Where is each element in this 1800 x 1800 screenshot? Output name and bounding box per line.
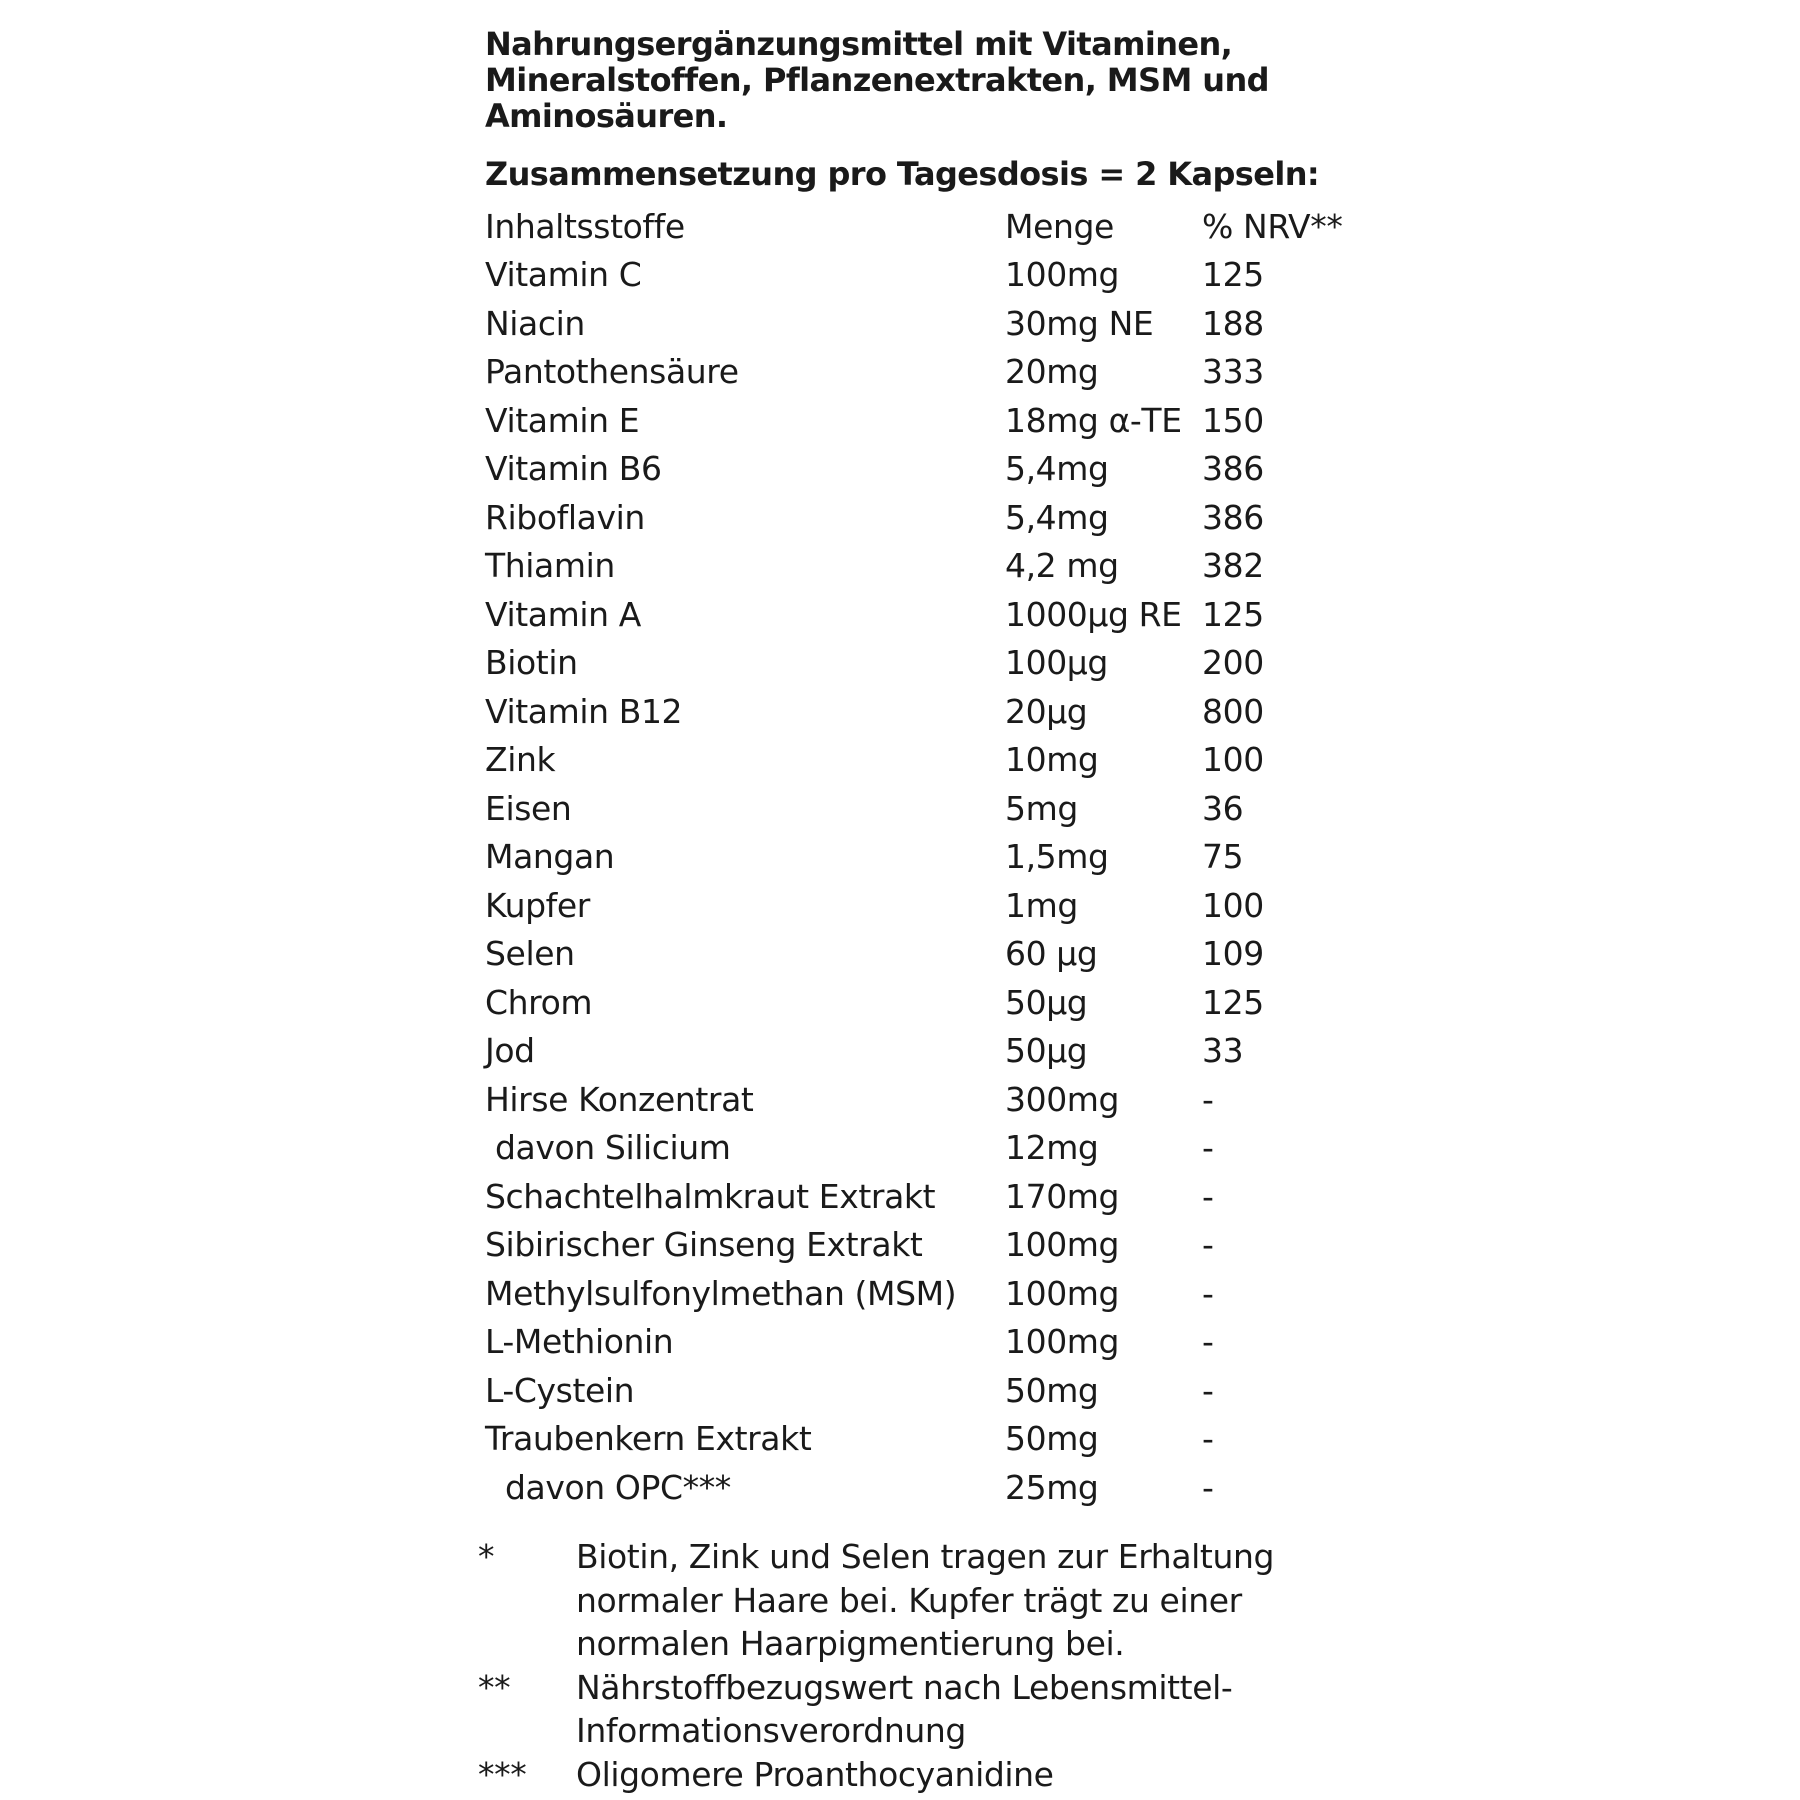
ingredient-nrv: 33 bbox=[1202, 1031, 1244, 1071]
table-row bbox=[485, 833, 1385, 882]
ingredient-amount: 300mg bbox=[1005, 1079, 1120, 1119]
ingredient-nrv: - bbox=[1202, 1273, 1214, 1313]
column-header: % NRV** bbox=[1202, 206, 1343, 246]
ingredient-amount: 25mg bbox=[1005, 1467, 1099, 1507]
table-row bbox=[485, 881, 1385, 930]
ingredient-amount: 5,4mg bbox=[1005, 497, 1109, 537]
ingredient-amount: 100mg bbox=[1005, 1225, 1120, 1265]
ingredient-name: Niacin bbox=[485, 303, 585, 343]
table-row bbox=[485, 1463, 1385, 1512]
ingredient-nrv: 386 bbox=[1202, 497, 1264, 537]
table-row bbox=[485, 978, 1385, 1027]
ingredient-name: davon OPC*** bbox=[505, 1467, 731, 1507]
footnote bbox=[478, 1753, 1378, 1797]
table-row bbox=[485, 542, 1385, 591]
ingredient-nrv: 125 bbox=[1202, 594, 1264, 634]
ingredient-nrv: 125 bbox=[1202, 255, 1264, 295]
footnote-text: Nährstoffbezugswert nach Lebensmittel-Informationsverordnung bbox=[576, 1667, 1233, 1750]
ingredient-name: Selen bbox=[485, 934, 575, 974]
table-row bbox=[485, 639, 1385, 688]
ingredient-name: Biotin bbox=[485, 643, 578, 683]
ingredient-name: Schachtelhalmkraut Extrakt bbox=[485, 1176, 936, 1216]
ingredient-nrv: 188 bbox=[1202, 303, 1264, 343]
ingredient-nrv: 100 bbox=[1202, 885, 1264, 925]
footnote-mark: * bbox=[478, 1537, 495, 1576]
table-row bbox=[485, 1415, 1385, 1464]
ingredient-amount: 170mg bbox=[1005, 1176, 1120, 1216]
ingredient-name: L-Methionin bbox=[485, 1322, 674, 1362]
ingredient-name: Vitamin A bbox=[485, 594, 641, 634]
table-row bbox=[485, 1318, 1385, 1367]
ingredient-amount: 1,5mg bbox=[1005, 837, 1109, 877]
ingredient-nrv: 125 bbox=[1202, 982, 1264, 1022]
ingredient-amount: 20µg bbox=[1005, 691, 1088, 731]
ingredient-name: Vitamin B6 bbox=[485, 449, 662, 489]
footnote-text: Biotin, Zink und Selen tragen zur Erhaltung normaler Haare bei. Kupfer trägt zu einer normalen Haarpigmentierung bei. bbox=[576, 1537, 1275, 1663]
ingredient-amount: 1mg bbox=[1005, 885, 1078, 925]
ingredient-amount: 18mg α-TE bbox=[1005, 400, 1182, 440]
ingredient-amount: 60 µg bbox=[1005, 934, 1098, 974]
ingredient-name: Vitamin C bbox=[485, 255, 642, 295]
ingredient-nrv: - bbox=[1202, 1128, 1214, 1168]
ingredient-amount: 5mg bbox=[1005, 788, 1078, 828]
table-row bbox=[485, 445, 1385, 494]
footnote-mark: ** bbox=[478, 1667, 511, 1707]
ingredients-table bbox=[485, 202, 1385, 1512]
ingredient-amount: 30mg NE bbox=[1005, 303, 1154, 343]
ingredient-nrv: 36 bbox=[1202, 788, 1244, 828]
ingredient-amount: 100mg bbox=[1005, 255, 1120, 295]
table-row bbox=[485, 251, 1385, 300]
ingredient-name: Zink bbox=[485, 740, 556, 780]
product-description: Nahrungsergänzungsmittel mit Vitaminen, Mineralstoffen, Pflanzenextrakten, MSM und Aminosäuren. bbox=[485, 25, 1269, 135]
table-row bbox=[485, 299, 1385, 348]
ingredient-nrv: 386 bbox=[1202, 449, 1264, 489]
ingredient-nrv: 382 bbox=[1202, 546, 1264, 586]
column-header: Inhaltsstoffe bbox=[485, 206, 685, 246]
ingredient-amount: 10mg bbox=[1005, 740, 1099, 780]
ingredient-nrv: - bbox=[1202, 1079, 1214, 1119]
ingredient-amount: 50mg bbox=[1005, 1419, 1099, 1459]
footnote-text: Oligomere Proanthocyanidine bbox=[576, 1754, 1054, 1794]
table-row bbox=[485, 1366, 1385, 1415]
table-row bbox=[485, 930, 1385, 979]
table-row bbox=[485, 1221, 1385, 1270]
ingredient-name: Pantothensäure bbox=[485, 352, 739, 392]
ingredient-name: Eisen bbox=[485, 788, 572, 828]
ingredient-name: Hirse Konzentrat bbox=[485, 1079, 754, 1119]
footnote bbox=[478, 1535, 1378, 1666]
ingredient-name: Chrom bbox=[485, 982, 593, 1022]
ingredient-name: Jod bbox=[485, 1031, 535, 1071]
ingredient-nrv: 109 bbox=[1202, 934, 1264, 974]
table-header bbox=[485, 202, 1385, 251]
table-row bbox=[485, 1075, 1385, 1124]
table-row bbox=[485, 1172, 1385, 1221]
table-row bbox=[485, 396, 1385, 445]
ingredient-amount: 4,2 mg bbox=[1005, 546, 1119, 586]
ingredient-name: Sibirischer Ginseng Extrakt bbox=[485, 1225, 923, 1265]
ingredient-nrv: 150 bbox=[1202, 400, 1264, 440]
table-row bbox=[485, 1027, 1385, 1076]
ingredient-nrv: - bbox=[1202, 1322, 1214, 1362]
ingredient-amount: 50µg bbox=[1005, 982, 1088, 1022]
ingredient-amount: 50mg bbox=[1005, 1370, 1099, 1410]
ingredient-amount: 5,4mg bbox=[1005, 449, 1109, 489]
table-row bbox=[485, 736, 1385, 785]
table-row bbox=[485, 493, 1385, 542]
ingredient-amount: 12mg bbox=[1005, 1128, 1099, 1168]
supplement-label bbox=[485, 26, 1385, 1512]
ingredient-name: Vitamin B12 bbox=[485, 691, 683, 731]
table-row bbox=[485, 784, 1385, 833]
ingredient-name: davon Silicium bbox=[495, 1128, 731, 1168]
footnote-mark: *** bbox=[478, 1754, 527, 1794]
ingredient-amount: 1000µg RE bbox=[1005, 594, 1182, 634]
ingredient-name: Traubenkern Extrakt bbox=[485, 1419, 812, 1459]
ingredient-nrv: 200 bbox=[1202, 643, 1264, 683]
ingredient-nrv: 100 bbox=[1202, 740, 1264, 780]
composition-heading: Zusammensetzung pro Tagesdosis = 2 Kapseln: bbox=[485, 155, 1320, 193]
ingredient-amount: 50µg bbox=[1005, 1031, 1088, 1071]
table-row bbox=[485, 348, 1385, 397]
ingredient-amount: 100µg bbox=[1005, 643, 1108, 683]
ingredient-name: Methylsulfonylmethan (MSM) bbox=[485, 1273, 957, 1313]
table-row bbox=[485, 687, 1385, 736]
ingredient-amount: 100mg bbox=[1005, 1322, 1120, 1362]
footnote bbox=[478, 1666, 1378, 1753]
ingredient-amount: 100mg bbox=[1005, 1273, 1120, 1313]
ingredient-nrv: - bbox=[1202, 1370, 1214, 1410]
ingredient-nrv: - bbox=[1202, 1419, 1214, 1459]
ingredient-nrv: 75 bbox=[1202, 837, 1244, 877]
table-row bbox=[485, 590, 1385, 639]
ingredient-nrv: 800 bbox=[1202, 691, 1264, 731]
ingredient-name: L-Cystein bbox=[485, 1370, 635, 1410]
table-row bbox=[485, 1124, 1385, 1173]
ingredient-nrv: - bbox=[1202, 1176, 1214, 1216]
footnotes bbox=[478, 1535, 1378, 1796]
column-header: Menge bbox=[1005, 206, 1114, 246]
ingredient-nrv: - bbox=[1202, 1467, 1214, 1507]
ingredient-nrv: 333 bbox=[1202, 352, 1264, 392]
ingredient-name: Thiamin bbox=[485, 546, 615, 586]
ingredient-name: Mangan bbox=[485, 837, 615, 877]
ingredient-nrv: - bbox=[1202, 1225, 1214, 1265]
ingredient-name: Vitamin E bbox=[485, 400, 640, 440]
ingredient-name: Kupfer bbox=[485, 885, 590, 925]
ingredient-amount: 20mg bbox=[1005, 352, 1099, 392]
ingredient-name: Riboflavin bbox=[485, 497, 645, 537]
table-row bbox=[485, 1269, 1385, 1318]
